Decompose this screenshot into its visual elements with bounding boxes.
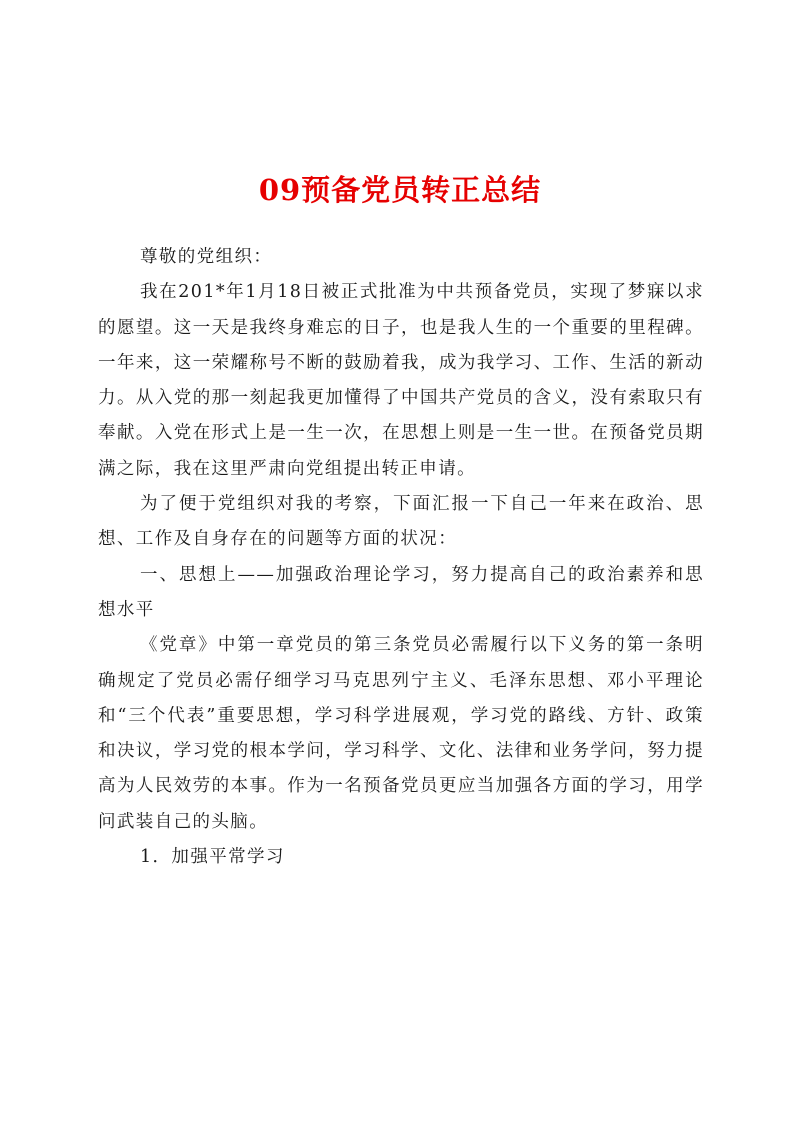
intro-paragraph: 我在201*年1月18日被正式批准为中共预备党员，实现了梦寐以求的愿望。这一天是我终身难忘的日子，也是我人生的一个重要的里程碑。一年来，这一荣耀称号不断的鼓励着我，成为我学习、工作、生活的新动力。从入党的那一刻起我更加懂得了中国共产党员的含义，没有索取只有奉献。入党在形式上是一生一次，在思想上则是一生一世。在预备党员期满之际，我在这里严肃向党组提出转正申请。 xyxy=(98,282,704,479)
salutation-paragraph: 尊敬的党组织： xyxy=(140,247,273,267)
document-body xyxy=(98,240,704,875)
overview-paragraph: 为了便于党组织对我的考察，下面汇报一下自己一年来在政治、思想、工作及自身存在的问题等方面的状况： xyxy=(98,494,704,550)
subsection-heading-1: 1．加强平常学习 xyxy=(140,847,285,868)
section-heading-1: 一、思想上——加强政治理论学习，努力提高自己的政治素养和思想水平 xyxy=(98,564,704,620)
document-title: 09预备党员转正总结 xyxy=(258,173,542,207)
charter-paragraph: 《党章》中第一章党员的第三条党员必需履行以下义务的第一条明确规定了党员必需仔细学习马克思列宁主义、毛泽东思想、邓小平理论和“三个代表”重要思想，学习科学进展观，学习党的路线、方针、政策和决议，学习党的根本学问，学习科学、文化、法律和业务学问，努力提高为人民效劳的本事。作为一名预备党员更应当加强各方面的学习，用学问武装自己的头脑。 xyxy=(98,635,704,832)
